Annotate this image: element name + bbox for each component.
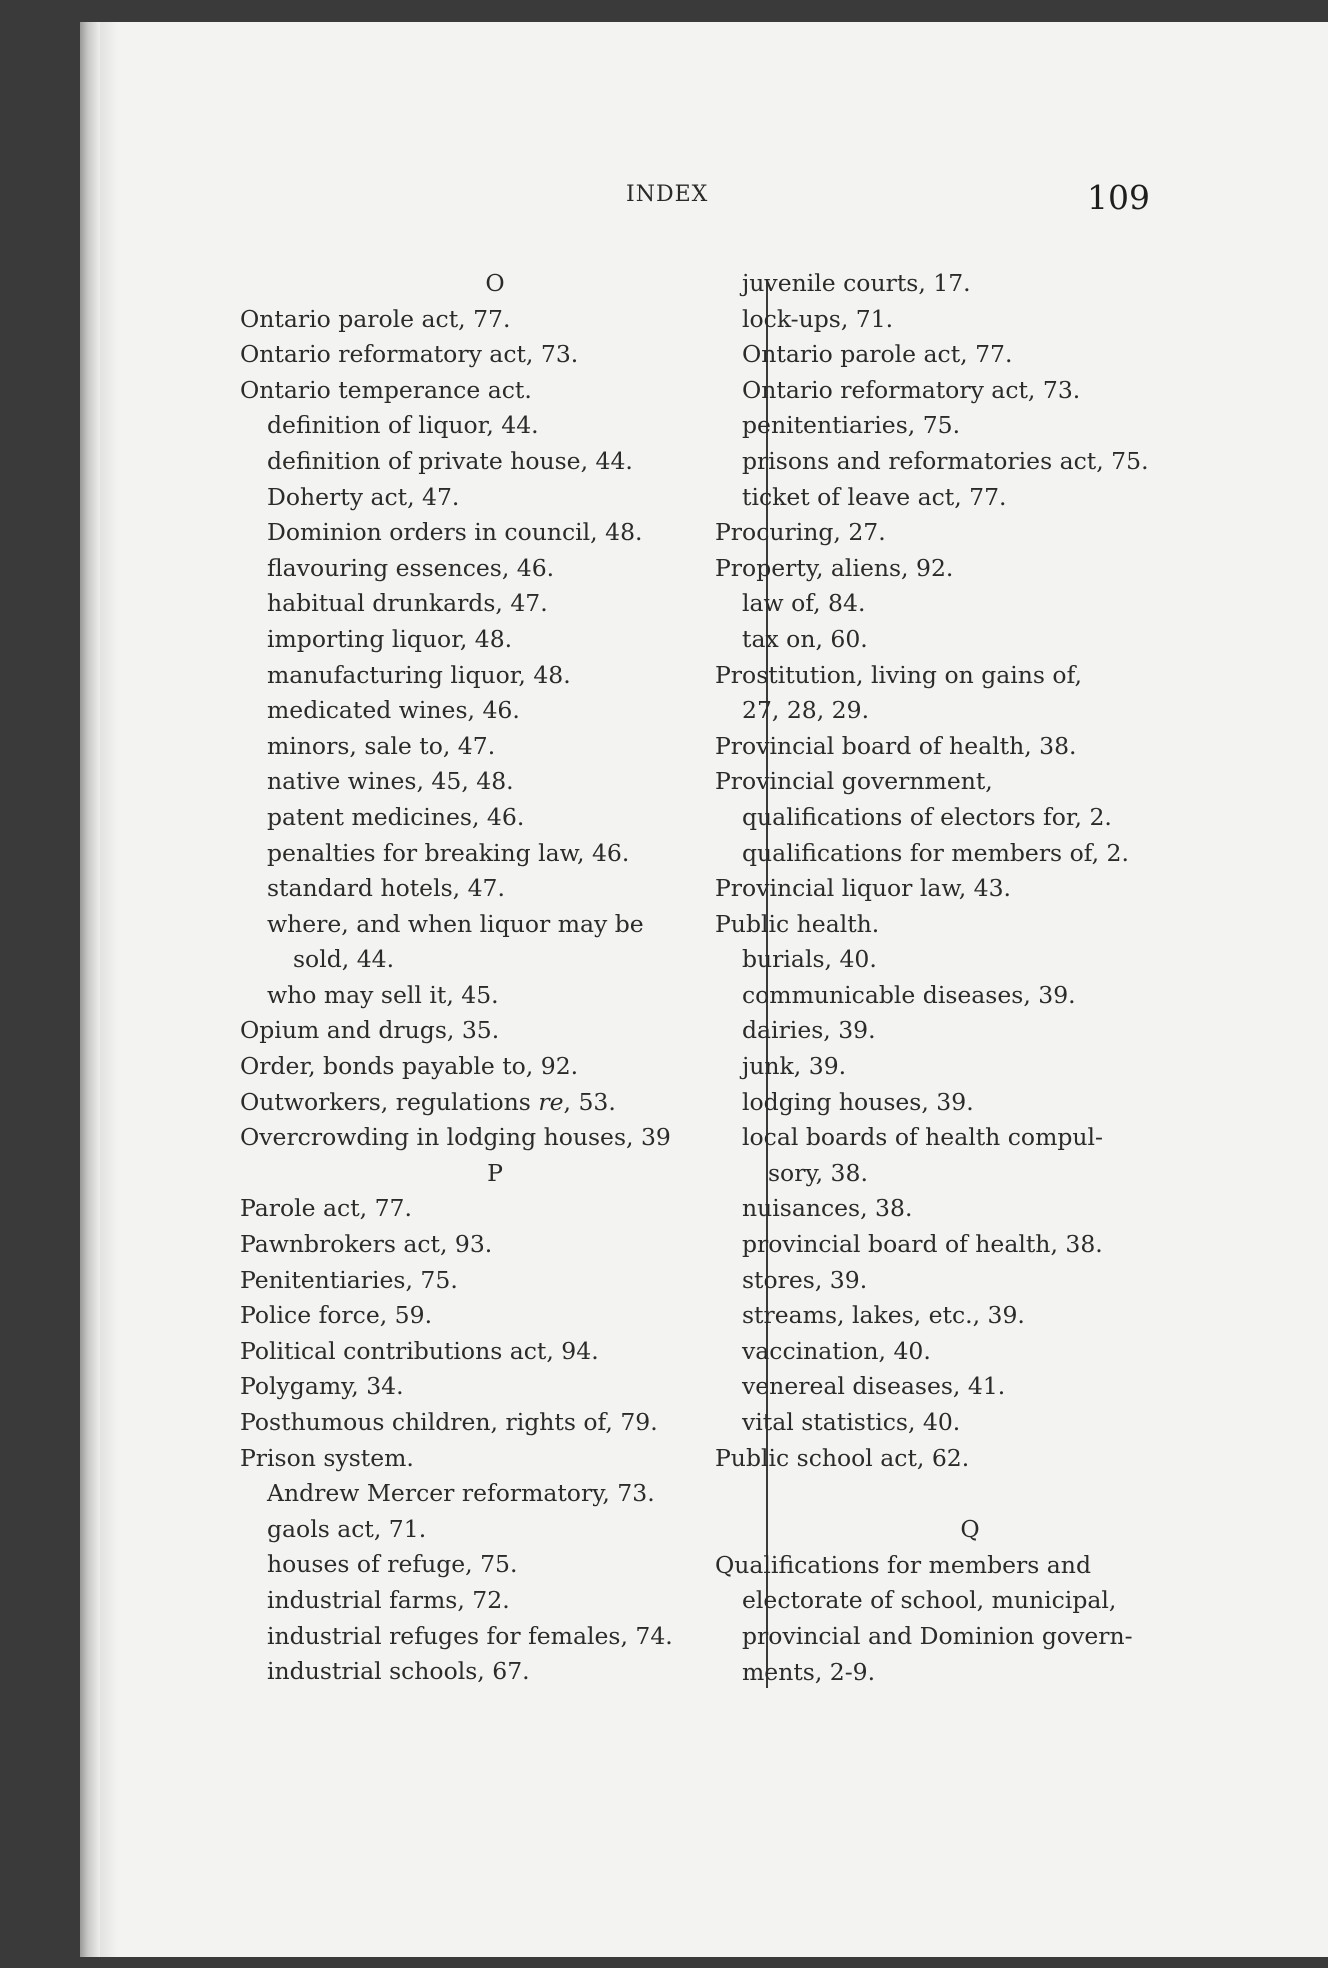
index-subentry: manufacturing liquor, 48.: [267, 660, 571, 689]
index-subentry: ticket of leave act, 77.: [742, 482, 1007, 511]
index-entry: Polygamy, 34.: [240, 1372, 404, 1401]
entry-text: , 53.: [563, 1087, 616, 1116]
index-subentry: venereal diseases, 41.: [742, 1372, 1006, 1401]
index-subentry: gaols act, 71.: [267, 1514, 427, 1543]
index-subentry-continuation: sold, 44.: [293, 945, 395, 974]
page-gutter-shadow: [100, 22, 118, 1957]
index-entry: Ontario temperance act.: [240, 375, 532, 404]
index-subentry: flavouring essences, 46.: [267, 553, 555, 582]
index-subentry: penalties for breaking law, 46.: [267, 838, 630, 867]
index-subentry: tax on, 60.: [742, 624, 868, 653]
index-entry: Procuring, 27.: [715, 518, 886, 547]
index-entry: Police force, 59.: [240, 1301, 433, 1330]
index-entry-continuation: electorate of school, municipal,: [742, 1586, 1117, 1615]
index-entry: Opium and drugs, 35.: [240, 1016, 500, 1045]
index-subentry: qualifications of electors for, 2.: [742, 802, 1112, 831]
index-subentry: Ontario reformatory act, 73.: [742, 375, 1081, 404]
index-subentry: nuisances, 38.: [742, 1194, 913, 1223]
index-subentry: importing liquor, 48.: [267, 624, 513, 653]
index-subentry: industrial refuges for females, 74.: [267, 1621, 673, 1650]
index-subentry: qualifications for members of, 2.: [742, 838, 1129, 867]
index-entry: Parole act, 77.: [240, 1194, 412, 1223]
index-subentry: dairies, 39.: [742, 1016, 876, 1045]
index-entry-continuation: provincial and Dominion govern-: [742, 1621, 1133, 1650]
index-subentry: standard hotels, 47.: [267, 874, 505, 903]
section-heading-o: O: [485, 269, 505, 297]
entry-text: Outworkers, regulations: [240, 1087, 539, 1116]
index-subentry: prisons and reformatories act, 75.: [742, 446, 1149, 475]
entry-text-italic: re: [538, 1087, 564, 1116]
index-subentry: definition of private house, 44.: [267, 446, 633, 475]
index-entry: Overcrowding in lodging houses, 39: [240, 1123, 671, 1152]
index-entry: Ontario parole act, 77.: [240, 304, 511, 333]
index-subentry: definition of liquor, 44.: [267, 411, 539, 440]
index-subentry: streams, lakes, etc., 39.: [742, 1301, 1025, 1330]
index-subentry: Doherty act, 47.: [267, 482, 460, 511]
index-subentry: Dominion orders in council, 48.: [267, 518, 643, 547]
index-entry: Posthumous children, rights of, 79.: [240, 1408, 658, 1436]
index-subentry: stores, 39.: [742, 1265, 868, 1294]
index-entry: Prostitution, living on gains of,: [715, 660, 1082, 689]
index-entry: Public school act, 62.: [715, 1443, 970, 1472]
index-subentry: penitentiaries, 75.: [742, 411, 961, 440]
index-subentry: who may sell it, 45.: [267, 980, 499, 1009]
index-column-right: [715, 266, 1225, 1690]
index-subentry: medicated wines, 46.: [267, 696, 520, 725]
index-entry: Provincial liquor law, 43.: [715, 874, 1012, 903]
index-subentry: industrial farms, 72.: [267, 1585, 510, 1614]
index-entry: Political contributions act, 94.: [240, 1336, 599, 1365]
index-subentry: lock-ups, 71.: [742, 304, 894, 333]
index-entry: Penitentiaries, 75.: [240, 1265, 458, 1294]
section-heading-p: P: [487, 1158, 503, 1187]
index-subentry: communicable diseases, 39.: [742, 980, 1076, 1009]
index-subentry: lodging houses, 39.: [742, 1087, 974, 1116]
index-subentry: junk, 39.: [742, 1052, 847, 1081]
page-binding-edge: [80, 22, 100, 1957]
index-subentry: Ontario parole act, 77.: [742, 340, 1013, 369]
running-head: INDEX: [626, 182, 709, 207]
index-subentry: vaccination, 40.: [742, 1336, 931, 1365]
index-subentry: vital statistics, 40.: [742, 1408, 961, 1436]
index-entry: Public health.: [715, 909, 880, 938]
index-subentry: industrial schools, 67.: [267, 1657, 530, 1686]
index-subentry: houses of refuge, 75.: [267, 1550, 518, 1579]
index-entry: Property, aliens, 92.: [715, 553, 954, 582]
index-entry: Order, bonds payable to, 92.: [240, 1052, 579, 1081]
index-entry: Provincial board of health, 38.: [715, 731, 1077, 760]
section-spacer: [715, 1476, 1225, 1512]
index-subentry: local boards of health compul-: [742, 1123, 1103, 1152]
index-entry: Provincial government,: [715, 767, 993, 796]
index-entry: Qualifications for members and: [715, 1550, 1091, 1579]
page-number: 109: [1087, 178, 1150, 217]
section-heading-q: Q: [960, 1515, 980, 1544]
index-entry-continuation: ments, 2-9.: [742, 1657, 876, 1686]
index-subentry: where, and when liquor may be: [267, 909, 644, 938]
index-subentry-continuation: sory, 38.: [768, 1158, 868, 1187]
index-subentry: juvenile courts, 17.: [742, 269, 971, 297]
index-subentry: native wines, 45, 48.: [267, 767, 514, 796]
index-entry-outworkers: [240, 1085, 750, 1121]
index-subentry: provincial board of health, 38.: [742, 1230, 1103, 1259]
index-entry-continuation: 27, 28, 29.: [742, 696, 870, 725]
index-subentry: patent medicines, 46.: [267, 802, 525, 831]
book-page: [80, 22, 1328, 1957]
index-entry: Ontario reformatory act, 73.: [240, 340, 579, 369]
index-subentry: law of, 84.: [742, 589, 866, 618]
index-subentry: Andrew Mercer reformatory, 73.: [267, 1479, 655, 1508]
index-entry: Prison system.: [240, 1443, 414, 1472]
index-subentry: minors, sale to, 47.: [267, 731, 496, 760]
index-subentry: habitual drunkards, 47.: [267, 589, 548, 618]
index-column-left: [240, 266, 750, 1690]
index-entry: Pawnbrokers act, 93.: [240, 1230, 493, 1259]
index-subentry: burials, 40.: [742, 945, 877, 974]
